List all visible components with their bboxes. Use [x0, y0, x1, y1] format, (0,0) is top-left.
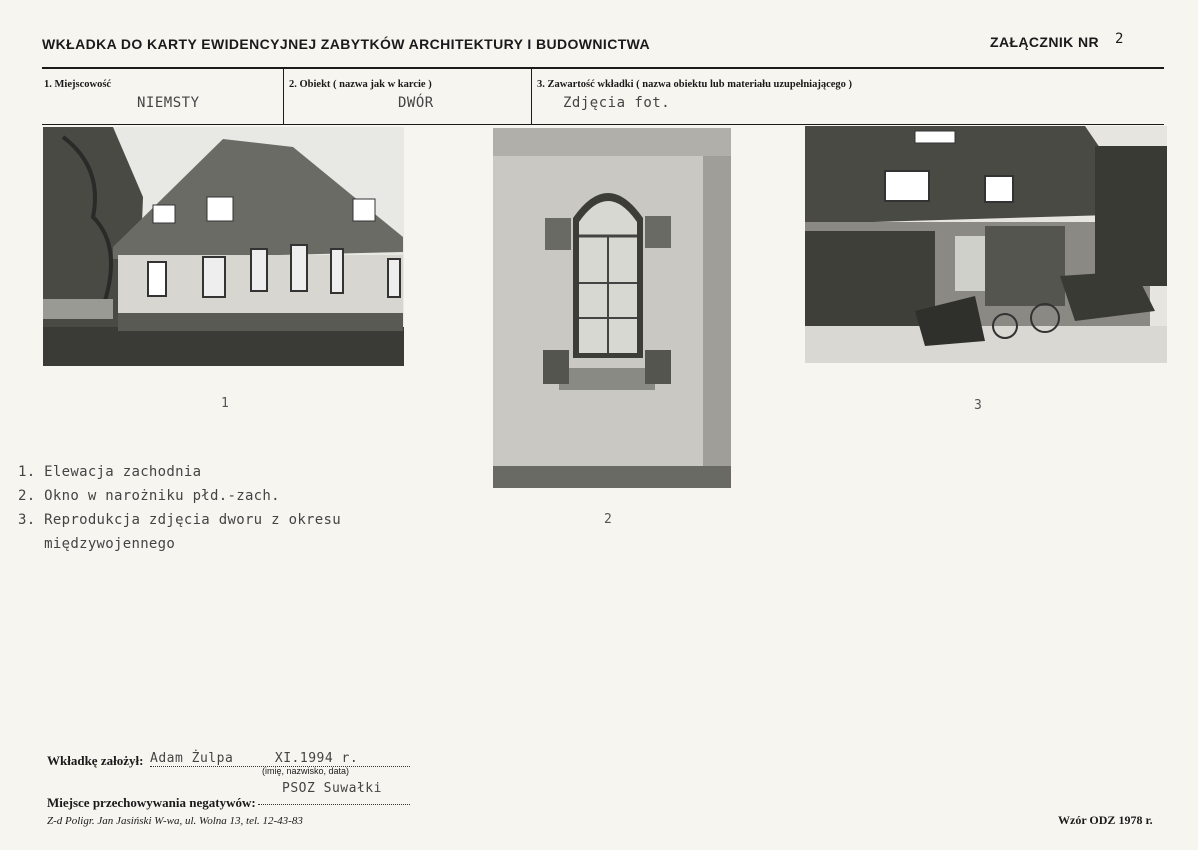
annex-label	[990, 31, 1124, 51]
founder-label: Wkładkę założył:	[47, 753, 144, 768]
field-value-object: DWÓR	[398, 95, 434, 111]
printer-info: Z-d Poligr. Jan Jasiński W-wa, ul. Wolna 13, tel. 12-43-83	[47, 815, 303, 827]
photo-arched-window	[493, 128, 731, 488]
bottom-rule	[42, 124, 1164, 125]
field-value-content: Zdjęcia fot.	[563, 95, 671, 111]
founder-value: Adam Żulpa XI.1994 r.	[150, 751, 410, 767]
caption-1: 1. Elewacja zachodnia	[18, 464, 202, 480]
storage-value: PSOZ Suwałki	[282, 781, 382, 796]
model-info: Wzór ODZ 1978 r.	[1058, 813, 1153, 827]
top-rule	[42, 67, 1164, 69]
photo-historic-manor	[805, 126, 1167, 363]
form-title: WKŁADKA DO KARTY EWIDENCYJNEJ ZABYTKÓW ARCHITEKTURY I BUDOWNICTWA	[42, 36, 651, 52]
storage-label: Miejsce przechowywania negatywów:	[47, 795, 256, 810]
field-divider-2	[531, 69, 532, 125]
annex-number: 2	[1115, 31, 1124, 47]
photo-manor-facade	[43, 127, 404, 366]
founder-hint: (imię, nazwisko, data)	[262, 766, 350, 776]
field-divider-1	[283, 69, 284, 125]
caption-3-continued: międzywojennego	[18, 536, 176, 552]
photo-number-1: 1	[221, 396, 229, 411]
photo-number-2: 2	[604, 512, 612, 527]
annex-label-text: ZAŁĄCZNIK NR	[990, 34, 1100, 50]
field-label-place: 1. Miejscowość	[44, 79, 112, 90]
storage-dotted-line	[258, 803, 410, 805]
field-label-content: 3. Zawartość wkładki ( nazwa obiektu lub materiału uzupełniającego )	[537, 79, 853, 90]
field-value-place: NIEMSTY	[137, 95, 200, 111]
caption-list	[18, 460, 341, 556]
photo-number-3: 3	[974, 398, 982, 413]
caption-2: 2. Okno w narożniku płd.-zach.	[18, 488, 280, 504]
caption-3: 3. Reprodukcja zdjęcia dworu z okresu	[18, 512, 341, 528]
field-label-object: 2. Obiekt ( nazwa jak w karcie )	[289, 79, 432, 90]
